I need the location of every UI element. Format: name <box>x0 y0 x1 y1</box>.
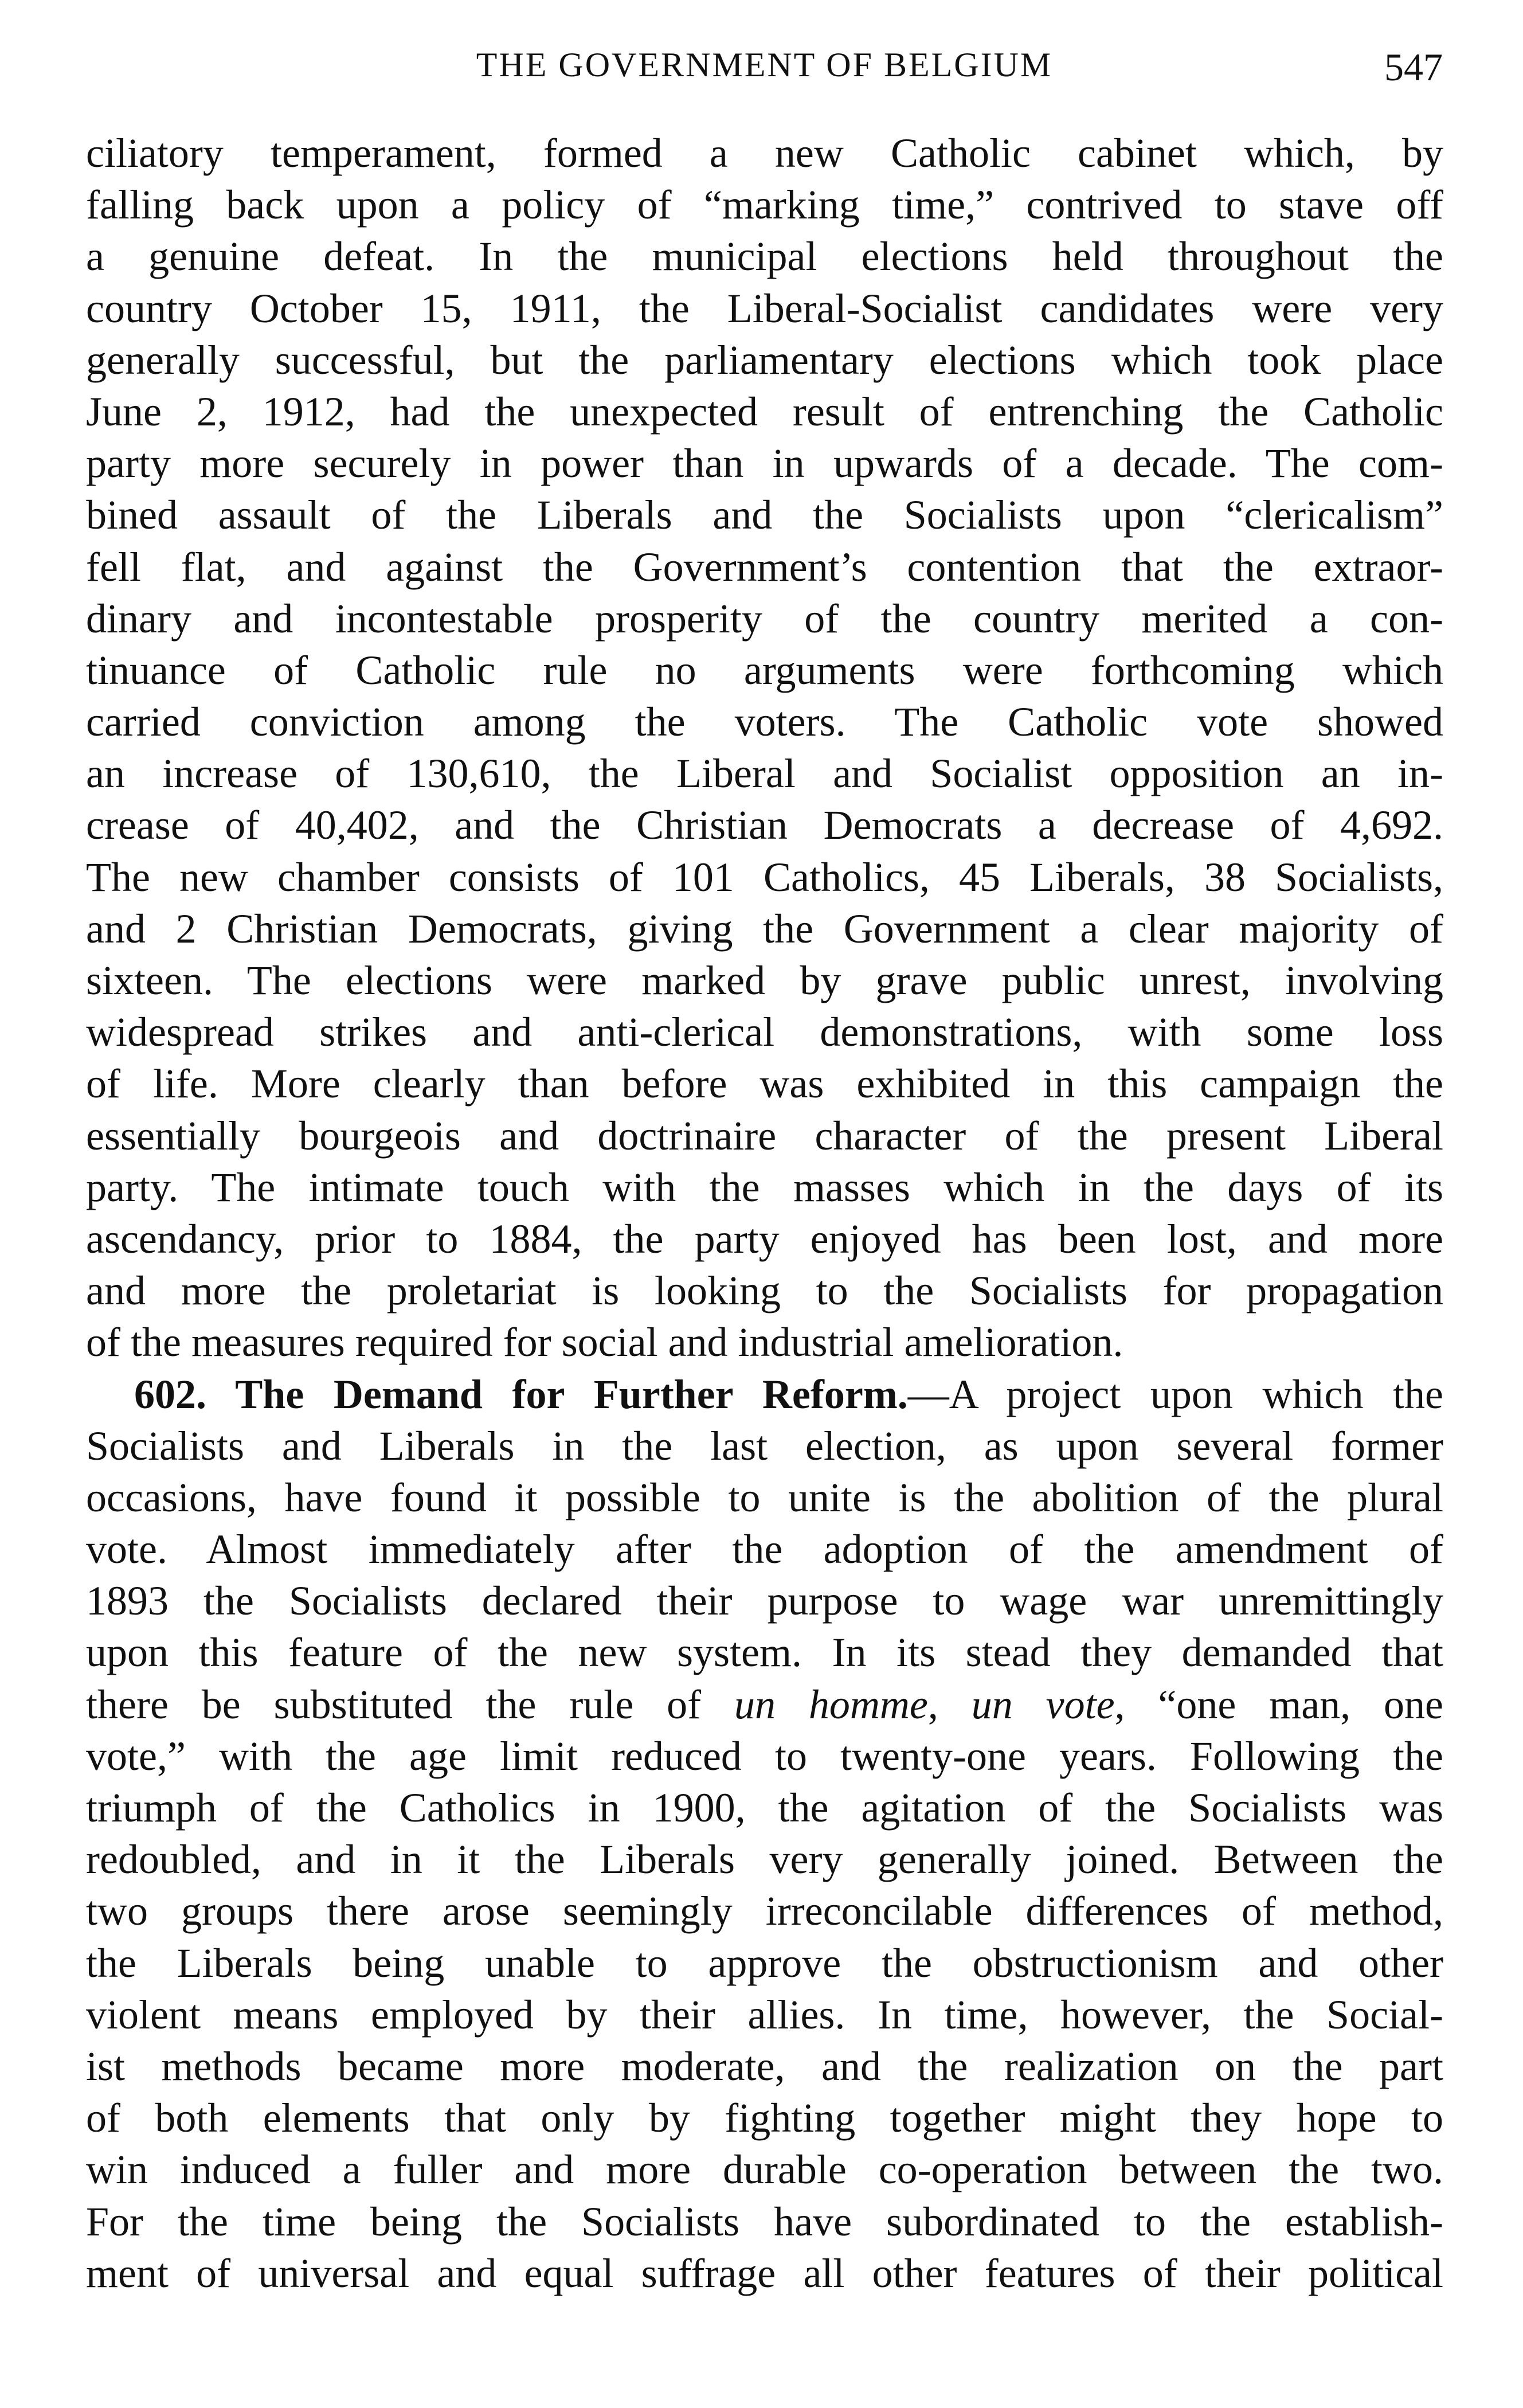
text-line: win induced a fuller and more durable co-operation between the two. <box>86 2147 1443 2193</box>
italic-phrase: un homme <box>734 1681 928 1727</box>
body-text <box>86 127 1443 2299</box>
text-line: generally successful, but the parliamentary elections which took place <box>86 337 1443 383</box>
text-line: of life. More clearly than before was exhibited in this campaign the <box>86 1061 1443 1107</box>
text-line-with-italics <box>86 1679 1443 1730</box>
text-line: two groups there arose seemingly irreconcilable differences of method, <box>86 1888 1443 1934</box>
italic-phrase: un vote <box>971 1681 1115 1727</box>
text-line: occasions, have found it possible to unite is the abolition of the plural <box>86 1474 1443 1520</box>
text-line: fell flat, and against the Government’s contention that the extraor- <box>86 544 1443 590</box>
text-line: For the time being the Socialists have subordinated to the establish- <box>86 2198 1443 2245</box>
text-line: bined assault of the Liberals and the Socialists upon “clericalism” <box>86 492 1443 538</box>
text-line: triumph of the Catholics in 1900, the agitation of the Socialists was <box>86 1785 1443 1831</box>
text-line: ist methods became more moderate, and the realization on the part <box>86 2043 1443 2089</box>
line-segment: , <box>927 1681 972 1727</box>
text-line: the Liberals being unable to approve the obstructionism and other <box>86 1940 1443 1986</box>
text-line: party more securely in power than in upwards of a decade. The com- <box>86 440 1443 487</box>
text-line: and more the proletariat is looking to the Socialists for propagation <box>86 1268 1443 1314</box>
text-line: The new chamber consists of 101 Catholics, 45 Liberals, 38 Socialists, <box>86 854 1443 900</box>
text-line: upon this feature of the new system. In its stead they demanded that <box>86 1629 1443 1676</box>
text-line: party. The intimate touch with the masses which in the days of its <box>86 1164 1443 1210</box>
text-line: an increase of 130,610, the Liberal and Socialist opposition an in- <box>86 750 1443 797</box>
text-line: crease of 40,402, and the Christian Democrats a decrease of 4,692. <box>86 802 1443 849</box>
line-segment: there be substituted the rule of <box>86 1681 735 1727</box>
text-line: essentially bourgeois and doctrinaire character of the present Liberal <box>86 1112 1443 1159</box>
section-heading: 602. The Demand for Further Reform. <box>134 1371 908 1417</box>
running-head <box>86 39 1443 91</box>
text-line: sixteen. The elections were marked by grave public unrest, involving <box>86 957 1443 1003</box>
text-line: country October 15, 1911, the Liberal-Socialist candidates were very <box>86 285 1443 331</box>
text-line: vote,” with the age limit reduced to twenty-one years. Following the <box>86 1733 1443 1779</box>
text-line: 1893 the Socialists declared their purpose to wage war unremittingly <box>86 1578 1443 1624</box>
page-number: 547 <box>1384 45 1443 89</box>
text-line: widespread strikes and anti-clerical demonstrations, with some loss <box>86 1009 1443 1056</box>
text-line: and 2 Christian Democrats, giving the Government a clear majority of <box>86 905 1443 952</box>
section-first-line <box>86 1369 1443 1420</box>
text-line: tinuance of Catholic rule no arguments were forthcoming which <box>86 647 1443 693</box>
text-line: ment of universal and equal suffrage all other features of their political <box>86 2250 1443 2296</box>
text-line: carried conviction among the voters. The Catholic vote showed <box>86 699 1443 745</box>
text-line: dinary and incontestable prosperity of the country merited a con- <box>86 595 1443 642</box>
text-line: a genuine defeat. In the municipal elections held throughout the <box>86 233 1443 280</box>
text-line: ciliatory temperament, formed a new Catholic cabinet which, by <box>86 130 1443 176</box>
text-line: Socialists and Liberals in the last election, as upon several former <box>86 1422 1443 1469</box>
line-segment: , “one man, one <box>1114 1681 1443 1727</box>
text-line: falling back upon a policy of “marking time,” contrived to stave off <box>86 182 1443 228</box>
running-title: THE GOVERNMENT OF BELGIUM <box>476 46 1053 84</box>
text-line: ascendancy, prior to 1884, the party enjoyed has been lost, and more <box>86 1215 1443 1262</box>
text-line: June 2, 1912, had the unexpected result of entrenching the Catholic <box>86 388 1443 435</box>
text-line: of both elements that only by fighting together might they hope to <box>86 2095 1443 2141</box>
section-first-line-text: —A project upon which the <box>907 1371 1443 1417</box>
text-line: redoubled, and in it the Liberals very generally joined. Between the <box>86 1836 1443 1883</box>
text-line: violent means employed by their allies. In time, however, the Social- <box>86 1991 1443 2038</box>
text-line: vote. Almost immediately after the adoption of the amendment of <box>86 1526 1443 1573</box>
text-line: of the measures required for social and industrial amelioration. <box>86 1319 1123 1366</box>
